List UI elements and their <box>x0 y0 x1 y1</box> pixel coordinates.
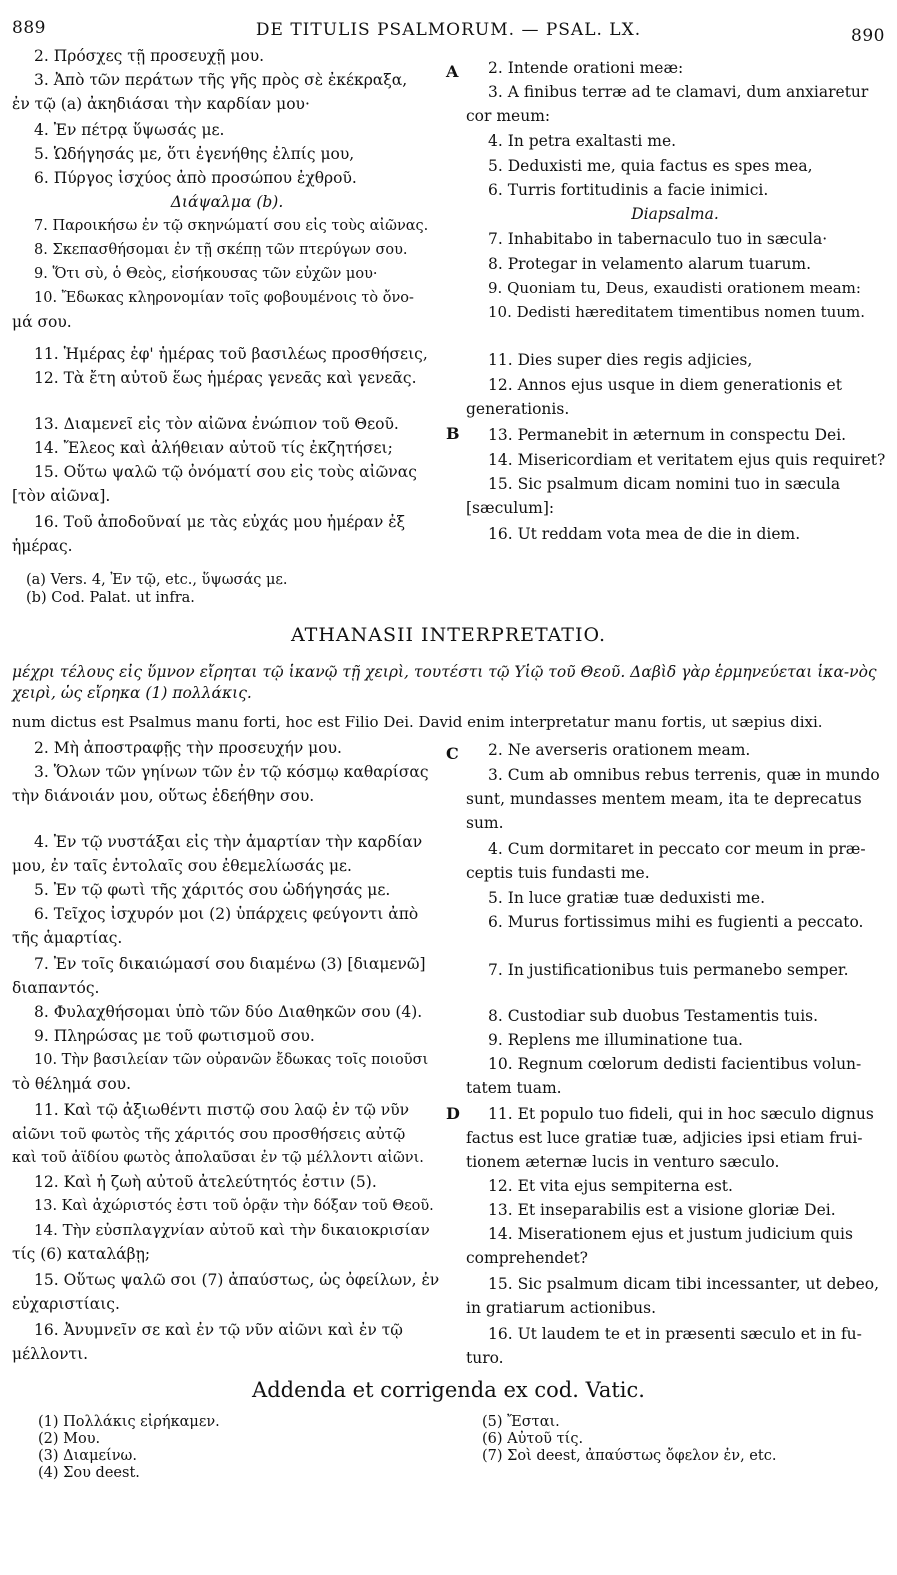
interp-latin-line: 7. In justificationibus tuis permanebo semper. <box>488 961 849 979</box>
psalm-greek-line: 15. Οὕτω ψαλῶ τῷ ὀνόματί σου εἰς τοὺς αἰῶνας <box>34 463 417 481</box>
psalm-latin-line: 13. Permanebit in æternum in conspectu Dei. <box>488 426 847 444</box>
psalm-latin-line: 14. Misericordiam et veritatem ejus quis requiret? <box>488 451 886 469</box>
interp-greek-line: αἰῶνι τοῦ φωτὸς τῆς χάριτός σου προσθήσεις αὐτῷ <box>12 1125 406 1143</box>
psalm-latin-line: 5. Deduxisti me, quia factus es spes mea, <box>488 157 813 175</box>
interp-latin-line: turo. <box>466 1349 504 1367</box>
addenda-note: (3) Διαμείνω. <box>38 1448 137 1464</box>
psalm-greek-line: 9. Ὅτι σὺ, ὁ Θεὸς, εἰσήκουσας τῶν εὐχῶν μου· <box>34 266 378 282</box>
interp-latin-line: 8. Custodiar sub duobus Testamentis tuis. <box>488 1007 819 1025</box>
psalm-greek-line: 4. Ἐν πέτρᾳ ὕψωσάς με. <box>34 121 225 139</box>
psalm-latin-line: 12. Annos ejus usque in diem generationis et <box>488 376 842 394</box>
interp-greek-line: εὐχαριστίαις. <box>12 1295 120 1313</box>
interp-greek-line: 2. Μὴ ἀποστραφῇς τὴν προσευχήν μου. <box>34 739 342 757</box>
interp-latin-line: 2. Ne averseris orationem meam. <box>488 741 751 759</box>
interp-latin-line: sunt, mundasses mentem meam, ita te deprecatus <box>466 790 862 808</box>
addenda-note: (2) Μου. <box>38 1431 101 1447</box>
psalm-latin-line: generationis. <box>466 400 570 418</box>
margin-marker-a: A <box>446 62 459 81</box>
running-title: DE TITULIS PSALMORUM. — PSAL. LX. <box>255 20 642 40</box>
interp-greek-line: καὶ τοῦ ἀϊδίου φωτὸς ἀπολαῦσαι ἐν τῷ μέλλοντι αἰῶνι. <box>12 1150 424 1166</box>
psalm-greek-line: 14. Ἔλεος καὶ ἀλήθειαν αὐτοῦ τίς ἐκζητήσει; <box>34 439 393 457</box>
interp-latin-line: 15. Sic psalmum dicam tibi incessanter, ut debeo, <box>488 1275 880 1293</box>
interp-greek-line: μου, ἐν ταῖς ἐντολαῖς σου ἐθεμελίωσάς με. <box>12 857 352 875</box>
interp-latin-line: ceptis tuis fundasti me. <box>466 864 650 882</box>
page-number-left: 889 <box>12 18 46 38</box>
psalm-latin-line: 11. Dies super dies regis adjicies, <box>488 351 753 369</box>
interp-latin-line: 10. Regnum cœlorum dedisti facientibus volun- <box>488 1055 862 1073</box>
psalm-greek-line: [τὸν αἰῶνα]. <box>12 487 111 505</box>
psalm-greek-line: ἡμέρας. <box>12 537 73 555</box>
interp-greek-line: διαπαντός. <box>12 979 100 997</box>
interp-greek-line: τίς (6) καταλάβῃ; <box>12 1245 151 1263</box>
interp-latin-line: tatem tuam. <box>466 1079 562 1097</box>
psalm-greek-line: 2. Πρόσχες τῇ προσευχῇ μου. <box>34 47 265 65</box>
interp-greek-line: 15. Οὕτως ψαλῶ σοι (7) ἀπαύστως, ὡς ὀφείλων, ἐν <box>34 1271 440 1289</box>
psalm-latin-line: 6. Turris fortitudinis a facie inimici. <box>488 181 769 199</box>
interp-greek-line: 13. Καὶ ἀχώριστός ἐστι τοῦ ὁρᾷν τὴν δόξαν τοῦ Θεοῦ. <box>34 1198 434 1214</box>
interp-latin-line: factus est luce gratiæ tuæ, adjicies ipsi etiam frui- <box>466 1129 863 1147</box>
psalm-greek-line: ἐν τῷ (a) ἀκηδιάσαι τὴν καρδίαν μου· <box>12 95 310 113</box>
psalm-latin-line: 10. Dedisti hæreditatem timentibus nomen tuum. <box>488 303 865 321</box>
psalm-greek-line: 16. Τοῦ ἀποδοῦναί με τὰς εὐχάς μου ἡμέραν ἐξ <box>34 513 406 531</box>
interp-greek-line: 3. Ὅλων τῶν γηίνων τῶν ἐν τῷ κόσμῳ καθαρίσας <box>34 763 429 781</box>
interp-greek-line: 5. Ἐν τῷ φωτὶ τῆς χάριτός σου ὡδήγησάς με. <box>34 881 391 899</box>
psalm-latin-line: cor meum: <box>466 107 551 125</box>
interp-latin-line: in gratiarum actionibus. <box>466 1299 657 1317</box>
psalm-greek-line: 13. Διαμενεῖ εἰς τὸν αἰῶνα ἐνώπιον τοῦ Θεοῦ. <box>34 415 399 433</box>
psalm-latin-line: 15. Sic psalmum dicam nomini tuo in sæcula <box>488 475 841 493</box>
interp-greek-line: 6. Τεῖχος ἰσχυρόν μοι (2) ὑπάρχεις φεύγοντι ἀπὸ <box>34 905 419 923</box>
interp-latin-line: 9. Replens me illuminatione tua. <box>488 1031 743 1049</box>
psalm-latin-line: 9. Quoniam tu, Deus, exaudisti orationem meam: <box>488 279 861 297</box>
addenda-note: (1) Πολλάκις εἰρήκαμεν. <box>38 1414 220 1430</box>
interp-latin-line: 3. Cum ab omnibus rebus terrenis, quæ in mundo <box>488 766 880 784</box>
psalm-latin-line: 4. In petra exaltasti me. <box>488 132 677 150</box>
footnote: (a) Vers. 4, Ἐν τῷ, etc., ὕψωσάς με. <box>26 572 288 588</box>
intro-latin: num dictus est Psalmus manu forti, hoc est Filio Dei. David enim interpretatur manu fortis, ut sæpius dixi. <box>12 713 823 731</box>
psalm-greek-line: 12. Τὰ ἔτη αὐτοῦ ἕως ἡμέρας γενεᾶς καὶ γενεᾶς. <box>34 369 417 387</box>
psalm-latin-line: 2. Intende orationi meæ: <box>488 59 684 77</box>
interp-latin-line: 5. In luce gratiæ tuæ deduxisti me. <box>488 889 765 907</box>
addenda-title: Addenda et corrigenda ex cod. Vatic. <box>252 1378 645 1402</box>
interp-latin-line: tionem æternæ lucis in venturo sæculo. <box>466 1153 780 1171</box>
psalm-greek-diapsalma: Διάψαλμα (b). <box>170 193 284 211</box>
interp-greek-line: 16. Ἀνυμνεῖν σε καὶ ἐν τῷ νῦν αἰῶνι καὶ ἐν τῷ <box>34 1321 403 1339</box>
interp-greek-line: τὸ θέλημά σου. <box>12 1075 132 1093</box>
intro-greek: μέχρι τέλους εἰς ὕμνον εἴρηται τῷ ἱκανῷ τῇ χειρὶ, τουτέστι τῷ Υἱῷ τοῦ Θεοῦ. Δαβὶδ γὰρ ἑρμηνεύεται ἱκα-νὸς χειρὶ, ὡς εἴρηκα (1) πολλάκις. <box>12 663 877 702</box>
margin-marker-b: B <box>446 424 460 443</box>
interp-greek-line: 7. Ἐν τοῖς δικαιώμασί σου διαμένω (3) [διαμενῶ] <box>34 955 426 973</box>
psalm-latin-line: 8. Protegar in velamento alarum tuarum. <box>488 255 812 273</box>
psalm-greek-line: 6. Πύργος ἰσχύος ἀπὸ προσώπου ἐχθροῦ. <box>34 169 357 187</box>
interp-latin-line: 12. Et vita ejus sempiterna est. <box>488 1177 733 1195</box>
interp-greek-line: μέλλοντι. <box>12 1345 89 1363</box>
psalm-greek-line: 8. Σκεπασθήσομαι ἐν τῇ σκέπῃ τῶν πτερύγων σου. <box>34 242 408 258</box>
addenda-note: (5) Ἔσται. <box>482 1414 560 1430</box>
interp-greek-line: 11. Καὶ τῷ ἀξιωθέντι πιστῷ σου λαῷ ἐν τῷ νῦν <box>34 1101 410 1119</box>
interp-latin-line: 4. Cum dormitaret in peccato cor meum in præ- <box>488 840 866 858</box>
psalm-greek-line: 7. Παροικήσω ἐν τῷ σκηνώματί σου εἰς τοὺς αἰῶνας. <box>34 218 429 234</box>
interp-greek-line: 8. Φυλαχθήσομαι ὑπὸ τῶν δύο Διαθηκῶν σου (4). <box>34 1003 423 1021</box>
addenda-note: (4) Σου deest. <box>38 1465 140 1481</box>
interp-greek-line: 9. Πληρώσας με τοῦ φωτισμοῦ σου. <box>34 1027 315 1045</box>
interp-latin-line: comprehendet? <box>466 1249 588 1267</box>
interp-latin-line: 6. Murus fortissimus mihi es fugienti a peccato. <box>488 913 864 931</box>
psalm-greek-line: 5. Ὡδήγησάς με, ὅτι ἐγενήθης ἐλπίς μου, <box>34 145 355 163</box>
psalm-greek-line: 11. Ἡμέρας ἐφ' ἡμέρας τοῦ βασιλέως προσθήσεις, <box>34 345 428 363</box>
psalm-greek-line: μά σου. <box>12 313 72 331</box>
interp-latin-line: 14. Miserationem ejus et justum judicium quis <box>488 1225 853 1243</box>
psalm-greek-line: 3. Ἀπὸ τῶν περάτων τῆς γῆς πρὸς σὲ ἐκέκραξα, <box>34 71 408 89</box>
interp-latin-line: 16. Ut laudem te et in præsenti sæculo et in fu- <box>488 1325 862 1343</box>
interp-latin-line: sum. <box>466 814 504 832</box>
margin-marker-d: D <box>446 1104 460 1123</box>
interp-greek-line: 4. Ἐν τῷ νυστάξαι εἰς τὴν ἁμαρτίαν τὴν καρδίαν <box>34 833 423 851</box>
page-number-right: 890 <box>851 26 885 46</box>
interp-greek-line: 12. Καὶ ἡ ζωὴ αὐτοῦ ἀτελεύτητός ἐστιν (5). <box>34 1173 377 1191</box>
margin-marker-c: C <box>446 744 459 763</box>
addenda-note: (7) Σοὶ deest, ἀπαύστως ὄφελον ἐν, etc. <box>482 1448 777 1464</box>
psalm-greek-line: 10. Ἔδωκας κληρονομίαν τοῖς φοβουμένοις τὸ ὄνο- <box>34 290 414 306</box>
interp-latin-line: 11. Et populo tuo fideli, qui in hoc sæculo dignus <box>488 1105 874 1123</box>
interp-greek-line: τὴν διάνοιάν μου, οὕτως ἐδεήθην σου. <box>12 787 315 805</box>
psalm-latin-diapsalma: Diapsalma. <box>631 205 719 223</box>
psalm-latin-line: 7. Inhabitabo in tabernaculo tuo in sæcula· <box>488 230 828 248</box>
interp-greek-line: 14. Τὴν εὐσπλαγχνίαν αὐτοῦ καὶ τὴν δικαιοκρισίαν <box>34 1221 430 1239</box>
psalm-latin-line: 16. Ut reddam vota mea de die in diem. <box>488 525 801 543</box>
interp-greek-line: 10. Τὴν βασιλείαν τῶν οὐρανῶν ἔδωκας τοῖς ποιοῦσι <box>34 1052 429 1068</box>
addenda-note: (6) Αὐτοῦ τίς. <box>482 1431 584 1447</box>
psalm-latin-line: 3. A finibus terræ ad te clamavi, dum anxiaretur <box>488 83 869 101</box>
interp-greek-line: τῆς ἁμαρτίας. <box>12 929 123 947</box>
psalm-latin-line: [sæculum]: <box>466 499 555 517</box>
section-title: ATHANASII INTERPRETATIO. <box>291 624 606 646</box>
interp-latin-line: 13. Et inseparabilis est a visione gloriæ Dei. <box>488 1201 836 1219</box>
footnote: (b) Cod. Palat. ut infra. <box>26 590 195 606</box>
